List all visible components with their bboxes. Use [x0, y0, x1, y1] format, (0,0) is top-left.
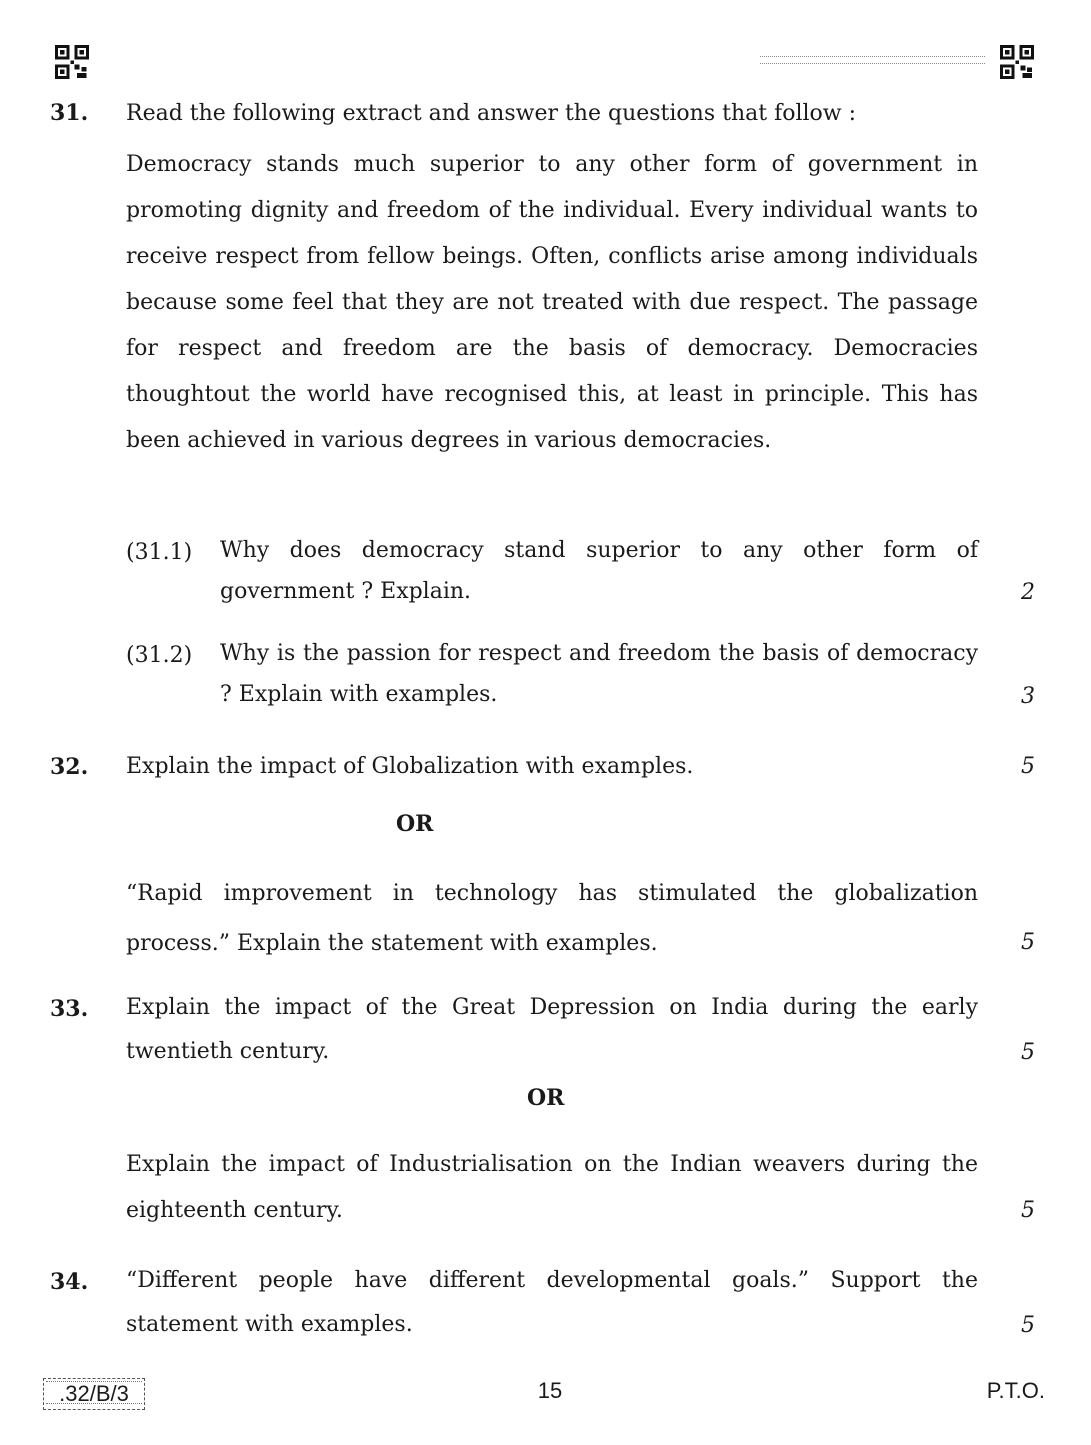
question-text: Explain the impact of the Great Depression on India during the early twentieth century.	[126, 995, 978, 1064]
barcode-strip	[760, 56, 985, 64]
paper-code-text: .32/B/3	[59, 1381, 129, 1406]
extract-passage: Democracy stands much superior to any other form of government in promoting dignity and freedom of the individual. Every individual wants to receive respect from fellow beings. Often, conflicts arise among individuals because some feel that they are not treated with due respect. The passage for respect and freedom are the basis of democracy. Democracies thoughtout the world have recognised this, at least in principle. This has been achieved in various degrees in various democracies.	[126, 152, 978, 453]
pto-label: P.T.O.	[986, 1378, 1045, 1403]
alternative-question-text: “Rapid improvement in technology has stimulated the globalization process.” Explain the statement with examples.	[126, 881, 978, 956]
marks: 5	[1021, 930, 1035, 955]
or-label: OR	[396, 811, 434, 837]
marks: 5	[1021, 1198, 1035, 1223]
paper-code	[43, 1378, 145, 1410]
question-number: 34.	[50, 1269, 89, 1295]
alternative-question-text: Explain the impact of Industrialisation on the Indian weavers during the eighteenth century.	[126, 1152, 978, 1223]
question-text: “Different people have different developmental goals.” Support the statement with examples.	[126, 1268, 978, 1337]
question-intro: Read the following extract and answer the questions that follow :	[126, 101, 857, 126]
qr-code-icon	[1000, 45, 1034, 79]
marks: 5	[1021, 1040, 1035, 1065]
question-number: 32.	[50, 754, 89, 780]
page-number: 15	[537, 1378, 563, 1403]
subquestion-number: (31.2)	[126, 643, 193, 668]
marks: 2	[1021, 580, 1035, 605]
question-number: 31.	[50, 100, 89, 126]
subquestion-text: Why is the passion for respect and freedom the basis of democracy ? Explain with examples.	[220, 641, 978, 707]
question-number: 33.	[50, 996, 89, 1022]
marks: 5	[1021, 1313, 1035, 1338]
subquestion-text: Why does democracy stand superior to any other form of government ? Explain.	[220, 538, 978, 604]
marks: 3	[1021, 684, 1035, 709]
subquestion-number: (31.1)	[126, 540, 193, 565]
marks: 5	[1021, 754, 1035, 779]
or-label: OR	[527, 1085, 565, 1111]
question-text: Explain the impact of Globalization with examples.	[126, 754, 694, 779]
qr-code-icon	[55, 45, 89, 79]
